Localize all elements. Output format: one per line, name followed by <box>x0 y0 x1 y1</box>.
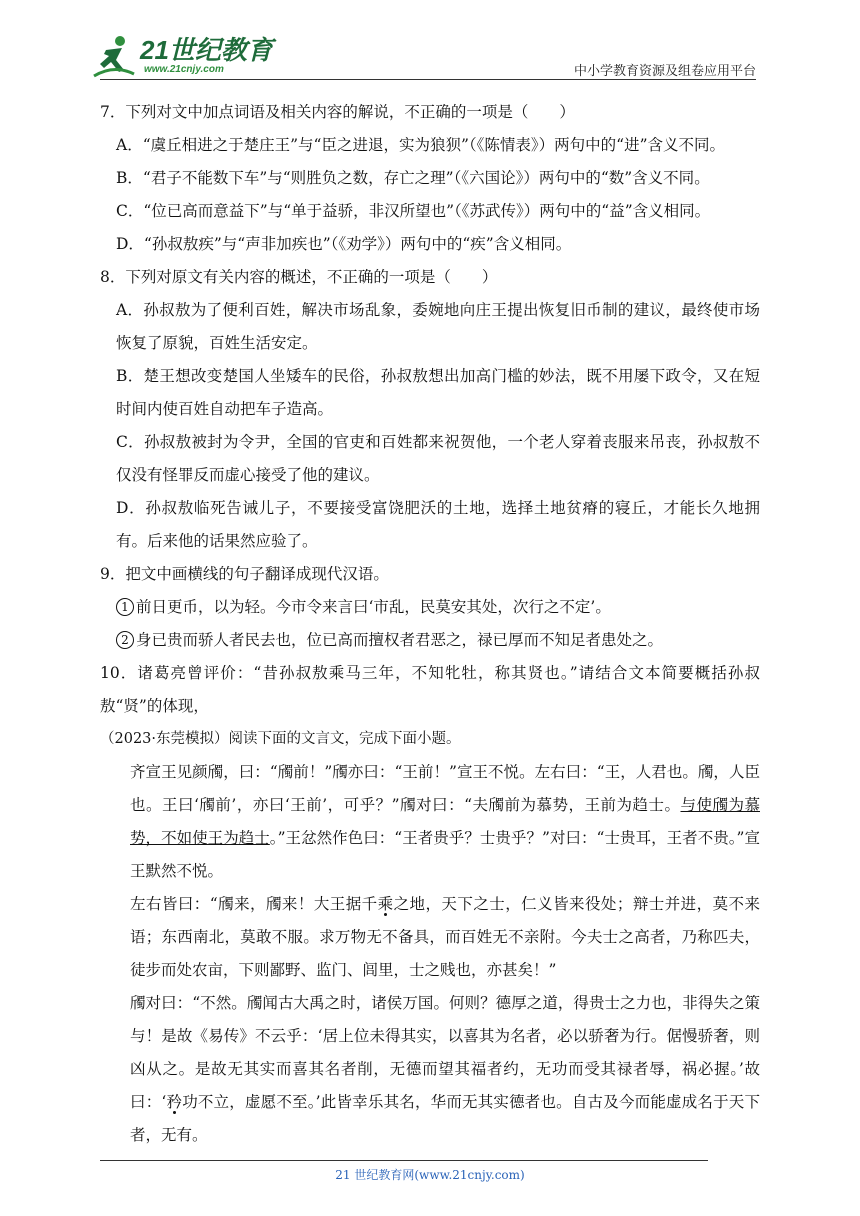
sentence-1-text: 前日更币，以为轻。今市令来言曰‘市乱，民莫安其处，次行之不定’。 <box>136 598 611 616</box>
passage-paragraph-3 <box>100 987 760 1152</box>
question-7-option-d: D．“孙叔敖疾”与“声非加疾也”（《劝学》）两句中的“疾”含义相同。 <box>116 235 572 253</box>
question-10-stem: 10．诸葛亮曾评价：“昔孙叔敖乘马三年，不知牝牡，称其贤也。”请结合文本简要概括孙叔敖“贤”的体现， <box>100 664 760 715</box>
paragraph-2-text-b: 之地，天下之士，仁义皆来役处；辩士并进，莫不来语；东西南北，莫敢不服。求万物无不备具，而百姓无不亲附。今夫士之高者，乃称匹夫，徒步而处农亩，下则鄙野、监门、闾里，士之贱也，亦甚矣！” <box>130 895 760 979</box>
logo-title: 21世纪教育 <box>140 35 273 65</box>
paragraph-2-text-a: 左右皆曰：“斶来，斶来！大王据千 <box>130 895 378 913</box>
passage-paragraph-2 <box>100 888 760 987</box>
sentence-2-text: 身已贵而骄人者民去也，位已高而擅权者君恶之，禄已厚而不知足者患处之。 <box>136 631 664 649</box>
paragraph-1-text-a: 齐宣王见颜斶，曰：“斶前！”斶亦曰：“王前！”宣王不悦。左右曰：“王，人君也。斶，人臣也。王曰‘斶前’，亦曰‘王前’，可乎？”斶对曰：“夫斶前为慕势，王前为趋士。 <box>130 763 760 814</box>
question-7-option-b: B．“君子不能数下车”与“则胜负之数，存亡之理”（《六国论》）两句中的“数”含义不同。 <box>116 169 710 187</box>
logo-url: www.21cnjy.com <box>144 64 224 75</box>
question-8-option-c: C．孙叔敖被封为令尹，全国的官吏和百姓都来祝贺他，一个老人穿着丧服来吊丧，孙叔敖不仅没有怪罪反而虚心接受了他的建议。 <box>116 433 760 484</box>
dotted-word-cheng: 乘 <box>377 895 394 913</box>
question-7-option-c: C．“位已高而意益下”与“单于益骄，非汉所望也”（《苏武传》）两句中的“益”含义相同。 <box>116 202 711 220</box>
question-9-sentence-1 <box>100 591 760 624</box>
site-logo[interactable] <box>92 30 273 80</box>
footer-divider <box>100 1160 708 1161</box>
paragraph-1-text-b: 。”王忿然作色曰：“王者贵乎？士贵乎？”对曰：“士贵耳，王者不贵。”宣王默然不悦。 <box>130 829 760 880</box>
document-body <box>100 96 760 1152</box>
question-8-option-b: B．楚王想改变楚国人坐矮车的民俗，孙叔敖想出加高门槛的妙法，既不用屡下政令，又在短时间内使百姓自动把车子造高。 <box>116 367 760 418</box>
underlined-sentence: 与使斶为慕势，不如使王为趋士 <box>130 796 760 847</box>
question-8-option-d: D．孙叔敖临死告诫儿子，不要接受富饶肥沃的土地，选择土地贫瘠的寝丘，才能长久地拥有。后来他的话果然应验了。 <box>116 499 760 550</box>
question-7-stem: 7．下列对文中加点词语及相关内容的解说，不正确的一项是（ ） <box>100 103 575 121</box>
footer-link[interactable]: 21 世纪教育网(www.21cnjy.com) <box>335 1168 525 1182</box>
header-divider <box>100 79 756 80</box>
circled-number-1: 1 <box>116 598 134 616</box>
question-8-stem: 8．下列对原文有关内容的概述，不正确的一项是（ ） <box>100 268 498 286</box>
runner-logo-icon <box>92 34 136 78</box>
question-9-stem: 9．把文中画横线的句子翻译成现代汉语。 <box>100 565 389 583</box>
question-9-sentence-2 <box>100 624 760 657</box>
dotted-word-jin: 矜 <box>166 1093 183 1111</box>
question-8-option-a: A．孙叔敖为了便利百姓，解决市场乱象，委婉地向庄王提出恢复旧币制的建议，最终使市场恢复了原貌，百姓生活安定。 <box>116 301 760 352</box>
question-7-option-a: A．“虞丘相进之于楚庄王”与“臣之进退，实为狼狈”（《陈情表》）两句中的“进”含义不同。 <box>116 136 725 154</box>
circled-number-2: 2 <box>116 631 134 649</box>
passage-paragraph-1 <box>100 756 760 888</box>
page-header <box>0 0 860 90</box>
paragraph-3-text-a: 斶对曰：“不然。斶闻古大禹之时，诸侯万国。何则？德厚之道，得贵士之力也，非得失之策与！是故《易传》不云乎：‘居上位未得其实，以喜其为名者，必以骄奢为行。倨慢骄奢，则凶从之。是故无其实而喜其名者削，无德而望其福者约，无功而受其禄者辱，祸必握。’故曰：‘ <box>130 994 760 1111</box>
paragraph-3-text-b: 功不立，虚愿不至。’此皆幸乐其名，华而无其实德者也。自古及今而能虚成名于天下者，无有。 <box>130 1093 760 1144</box>
passage-source: （2023·东莞模拟）阅读下面的文言文，完成下面小题。 <box>100 731 461 747</box>
platform-name: 中小学教育资源及组卷应用平台 <box>573 64 756 79</box>
